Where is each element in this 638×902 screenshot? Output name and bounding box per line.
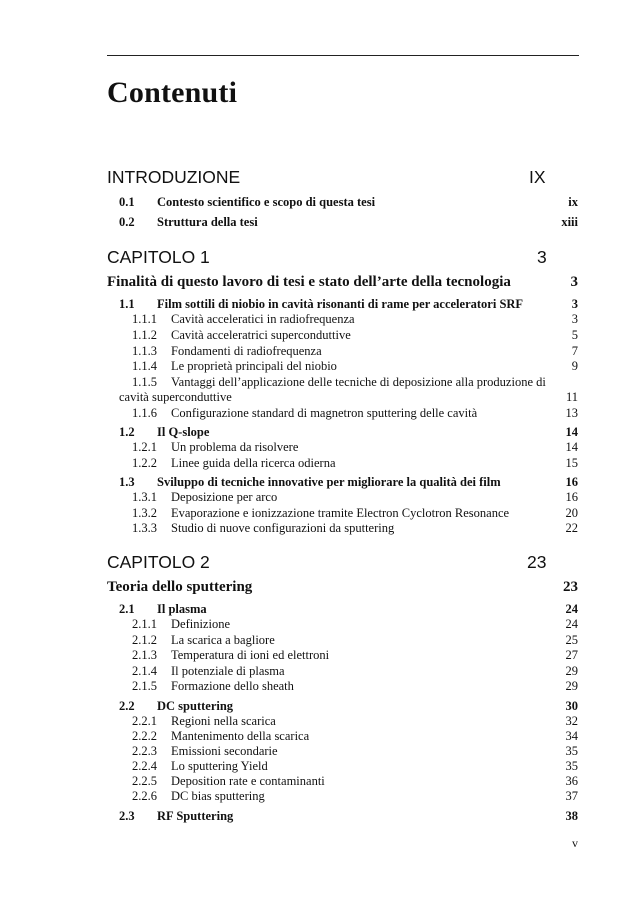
entry-num: 1.2 xyxy=(119,425,135,439)
entry-title: Il Q-slope xyxy=(157,425,210,439)
toc-entry-1-1-3[interactable] xyxy=(0,343,638,359)
entry-num: 2.1.2 xyxy=(132,633,157,647)
entry-num: 2.2.3 xyxy=(132,744,157,758)
entry-title: Studio di nuove configurazioni da sputtering xyxy=(171,521,395,535)
toc-entry-1-3-2[interactable] xyxy=(0,505,638,521)
entry-num: 1.1.5 xyxy=(132,375,157,389)
entry-num: 1.2.1 xyxy=(132,440,157,454)
chapter-label: CAPITOLO 2 xyxy=(107,552,210,572)
entry-num: 2.2.6 xyxy=(132,789,157,803)
chapter-page: 23 xyxy=(527,552,547,572)
intro-label: INTRODUZIONE xyxy=(107,167,241,187)
entry-num: 1.2.2 xyxy=(132,456,157,470)
toc-entry-2-1-4[interactable] xyxy=(0,663,638,679)
entry-page: 34 xyxy=(565,729,578,743)
entry-title: Regioni nella scarica xyxy=(171,714,276,728)
entry-num: 1.1.1 xyxy=(132,312,157,326)
toc-entry-1-3-3[interactable] xyxy=(0,520,638,536)
entry-page: 13 xyxy=(565,406,578,420)
toc-entry-2-2-1[interactable] xyxy=(0,713,638,729)
entry-title: Emissioni secondarie xyxy=(171,744,278,758)
toc-entry-1-2-2[interactable] xyxy=(0,455,638,471)
toc-chapter-2-title[interactable] xyxy=(0,577,638,597)
entry-title: Linee guida della ricerca odierna xyxy=(171,456,336,470)
entry-page: 27 xyxy=(565,648,578,662)
entry-title: Lo sputtering Yield xyxy=(171,759,268,773)
entry-page: 14 xyxy=(565,440,578,454)
toc-chapter-2-heading[interactable] xyxy=(0,551,638,573)
toc-entry-1-2-1[interactable] xyxy=(0,439,638,455)
entry-num: 2.1.3 xyxy=(132,648,157,662)
entry-title: La scarica a bagliore xyxy=(171,633,275,647)
chapter-title-page: 3 xyxy=(570,274,578,290)
entry-num: 1.1.2 xyxy=(132,328,157,342)
entry-page: 25 xyxy=(565,633,578,647)
top-rule xyxy=(107,55,579,56)
entry-page: 11 xyxy=(565,390,578,404)
toc-intro-heading[interactable] xyxy=(0,166,638,188)
entry-page: 5 xyxy=(571,328,578,342)
toc-entry-1-1[interactable] xyxy=(0,296,638,312)
entry-title: Film sottili di niobio in cavità risonanti di rame per acceleratori SRF xyxy=(157,297,524,311)
entry-title: Definizione xyxy=(171,617,231,631)
entry-page: 38 xyxy=(565,809,578,823)
entry-num: 2.1.4 xyxy=(132,664,157,678)
entry-title: Il plasma xyxy=(157,602,207,616)
entry-title-continued: cavità superconduttive xyxy=(119,390,232,404)
toc-entry-2-2-5[interactable] xyxy=(0,773,638,789)
page-title: Contenuti xyxy=(107,76,238,109)
entry-page: 29 xyxy=(565,664,578,678)
toc-entry-1-1-1[interactable] xyxy=(0,311,638,327)
toc-chapter-1-heading[interactable] xyxy=(0,246,638,268)
entry-page: 3 xyxy=(571,297,578,311)
entry-page: 16 xyxy=(565,475,578,489)
toc-entry-1-3-1[interactable] xyxy=(0,489,638,505)
entry-page: 22 xyxy=(565,521,578,535)
entry-page: 37 xyxy=(565,789,578,803)
toc-entry-2-1-5[interactable] xyxy=(0,678,638,694)
entry-num: 1.1.3 xyxy=(132,344,157,358)
entry-page: 14 xyxy=(565,425,578,439)
toc-entry-0-1[interactable] xyxy=(0,194,638,210)
entry-title: Le proprietà principali del niobio xyxy=(171,359,337,373)
entry-title: Il potenziale di plasma xyxy=(171,664,285,678)
entry-title: Temperatura di ioni ed elettroni xyxy=(171,648,330,662)
entry-num: 2.1.5 xyxy=(132,679,157,693)
toc-entry-2-3[interactable] xyxy=(0,808,638,824)
entry-num: 2.2.2 xyxy=(132,729,157,743)
entry-title: Mantenimento della scarica xyxy=(171,729,310,743)
toc-entry-0-2[interactable] xyxy=(0,214,638,230)
entry-page: 35 xyxy=(565,744,578,758)
entry-title: Sviluppo di tecniche innovative per migliorare la qualità dei film xyxy=(157,475,501,489)
entry-num: 0.1 xyxy=(119,195,135,209)
entry-title: Configurazione standard di magnetron sputtering delle cavità xyxy=(171,406,478,420)
entry-title: DC sputtering xyxy=(157,699,234,713)
entry-num: 0.2 xyxy=(119,215,135,229)
entry-page: 29 xyxy=(565,679,578,693)
entry-page: 35 xyxy=(565,759,578,773)
entry-title: Un problema da risolvere xyxy=(171,440,299,454)
entry-title: Evaporazione e ionizzazione tramite Electron Cyclotron Resonance xyxy=(171,506,510,520)
entry-title: Contesto scientifico e scopo di questa tesi xyxy=(157,195,376,209)
intro-page: IX xyxy=(529,167,546,187)
toc-entry-2-2-6[interactable] xyxy=(0,788,638,804)
entry-num: 2.2 xyxy=(119,699,135,713)
toc-entry-2-1[interactable] xyxy=(0,601,638,617)
entry-num: 1.1.6 xyxy=(132,406,157,420)
entry-title: Deposition rate e contaminanti xyxy=(171,774,325,788)
entry-title: DC bias sputtering xyxy=(171,789,265,803)
entry-num: 1.1.4 xyxy=(132,359,157,373)
toc-entry-1-1-5-cont[interactable] xyxy=(0,389,638,405)
entry-page: 9 xyxy=(571,359,578,373)
chapter-title: Finalità di questo lavoro di tesi e stato dell’arte della tecnologia xyxy=(107,274,511,290)
entry-page: 7 xyxy=(571,344,578,358)
entry-num: 1.3.3 xyxy=(132,521,157,535)
entry-page: 36 xyxy=(565,774,578,788)
entry-page: xiii xyxy=(561,215,578,229)
toc-entry-1-1-2[interactable] xyxy=(0,327,638,343)
entry-page: 3 xyxy=(571,312,578,326)
toc-entry-2-2[interactable] xyxy=(0,698,638,714)
entry-page: 24 xyxy=(565,617,578,631)
entry-page: 15 xyxy=(565,456,578,470)
entry-num: 2.1 xyxy=(119,602,135,616)
toc-entry-2-2-3[interactable] xyxy=(0,743,638,759)
toc-entry-2-1-1[interactable] xyxy=(0,616,638,632)
entry-title: Cavità acceleratrici superconduttive xyxy=(171,328,351,342)
chapter-title-page: 23 xyxy=(563,579,578,595)
entry-page: 32 xyxy=(565,714,578,728)
entry-title: Vantaggi dell’applicazione delle tecniche di deposizione alla produzione di xyxy=(171,375,546,389)
entry-num: 1.3.1 xyxy=(132,490,157,504)
toc-entry-1-1-5[interactable] xyxy=(0,374,638,390)
toc-entry-1-3[interactable] xyxy=(0,474,638,490)
page-number: v xyxy=(572,836,578,850)
entry-title: RF Sputtering xyxy=(157,809,234,823)
entry-page: 30 xyxy=(565,699,578,713)
toc-entry-2-2-2[interactable] xyxy=(0,728,638,744)
toc-entry-1-2[interactable] xyxy=(0,424,638,440)
entry-title: Fondamenti di radiofrequenza xyxy=(171,344,322,358)
toc-entry-1-1-6[interactable] xyxy=(0,405,638,421)
chapter-label: CAPITOLO 1 xyxy=(107,247,210,267)
toc-entry-1-1-4[interactable] xyxy=(0,358,638,374)
entry-page: 16 xyxy=(565,490,578,504)
entry-num: 1.1 xyxy=(119,297,135,311)
entry-page: 20 xyxy=(565,506,578,520)
entry-title: Formazione dello sheath xyxy=(171,679,294,693)
toc-entry-2-2-4[interactable] xyxy=(0,758,638,774)
entry-num: 2.3 xyxy=(119,809,135,823)
toc-chapter-1-title[interactable] xyxy=(0,272,638,292)
toc-entry-2-1-3[interactable] xyxy=(0,647,638,663)
entry-page: ix xyxy=(568,195,578,209)
chapter-page: 3 xyxy=(537,247,547,267)
entry-page: 24 xyxy=(565,602,578,616)
entry-num: 2.2.4 xyxy=(132,759,157,773)
chapter-title: Teoria dello sputtering xyxy=(107,579,253,595)
entry-num: 1.3 xyxy=(119,475,135,489)
entry-title: Struttura della tesi xyxy=(157,215,258,229)
entry-title: Cavità acceleratici in radiofrequenza xyxy=(171,312,355,326)
entry-num: 2.2.5 xyxy=(132,774,157,788)
entry-title: Deposizione per arco xyxy=(171,490,278,504)
entry-num: 1.3.2 xyxy=(132,506,157,520)
entry-num: 2.2.1 xyxy=(132,714,157,728)
entry-num: 2.1.1 xyxy=(132,617,157,631)
toc-entry-2-1-2[interactable] xyxy=(0,632,638,648)
